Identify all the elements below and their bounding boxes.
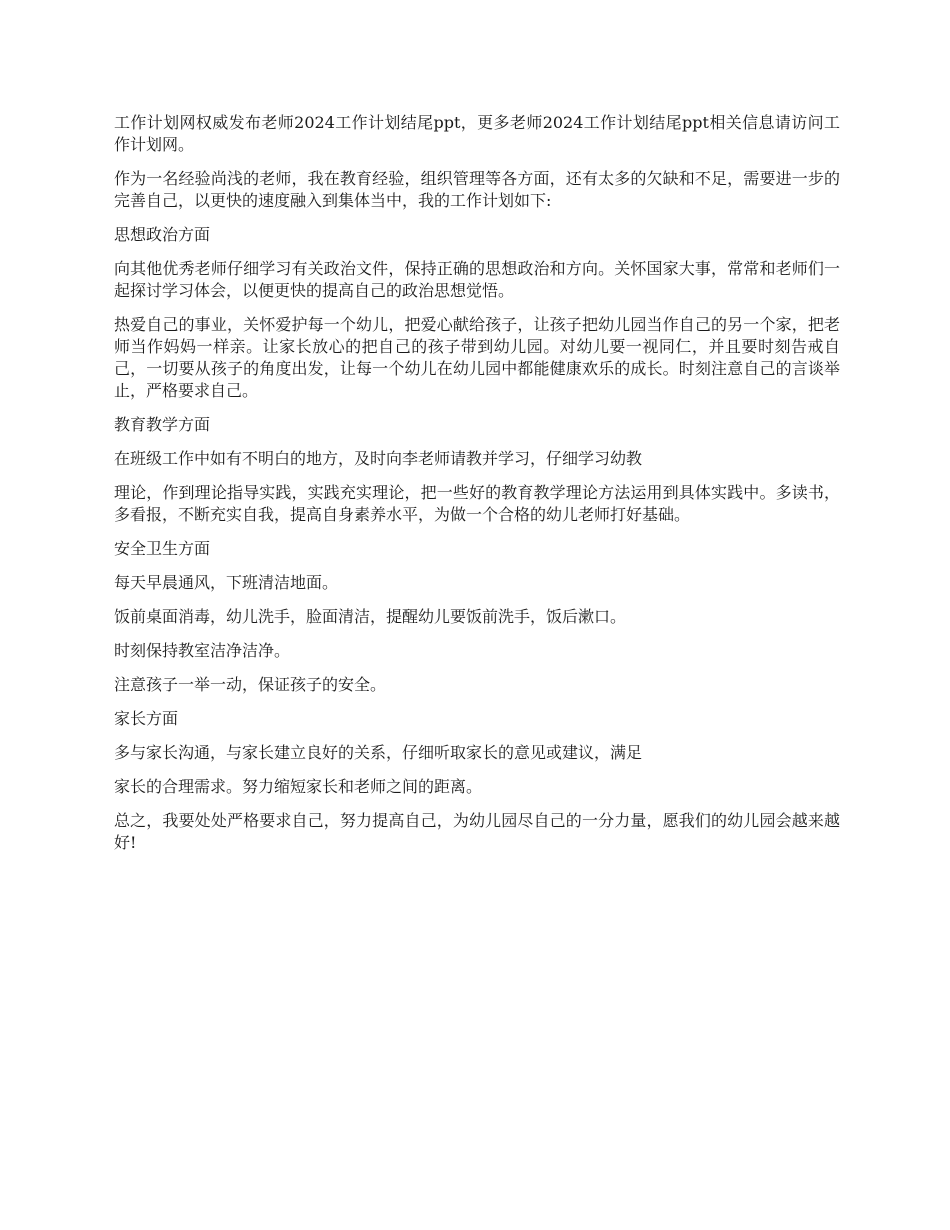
- safety-item-3: 时刻保持教室洁净洁净。: [114, 641, 291, 660]
- section-heading-teaching: 教育教学方面: [114, 415, 211, 434]
- safety-item-1: 每天早晨通风，下班清洁地面。: [114, 573, 339, 592]
- politics-paragraph-1: 向其他优秀老师仔细学习有关政治文件，保持正确的思想政治和方向。关怀国家大事，常常和老师们一起探讨学习体会，以便更快的提高自己的政治思想觉悟。: [114, 259, 840, 300]
- teaching-paragraph-1: 在班级工作中如有不明白的地方，及时向李老师请教并学习，仔细学习幼教: [114, 449, 643, 468]
- conclusion-paragraph: 总之，我要处处严格要求自己，努力提高自己，为幼儿园尽自己的一分力量，愿我们的幼儿园会越来越好!: [114, 811, 840, 852]
- intro-plan-paragraph: 作为一名经验尚浅的老师，我在教育经验，组织管理等各方面，还有太多的欠缺和不足，需要进一步的完善自己，以更快的速度融入到集体当中，我的工作计划如下:: [114, 169, 840, 210]
- intro-paragraph: 工作计划网权威发布老师2024工作计划结尾ppt，更多老师2024工作计划结尾ppt相关信息请访问工作计划网。: [114, 113, 840, 154]
- safety-item-4: 注意孩子一举一动，保证孩子的安全。: [114, 675, 387, 694]
- section-heading-politics: 思想政治方面: [114, 225, 211, 244]
- politics-paragraph-2: 热爱自己的事业，关怀爱护每一个幼儿，把爱心献给孩子，让孩子把幼儿园当作自己的另一个家，把老师当作妈妈一样亲。让家长放心的把自己的孩子带到幼儿园。对幼儿要一视同仁，并且要时刻告戒自己，一切要从孩子的角度出发，让每一个幼儿在幼儿园中都能健康欢乐的成长。时刻注意自己的言谈举止，严格要求自己。: [114, 315, 840, 400]
- teaching-paragraph-2: 理论，作到理论指导实践，实践充实理论，把一些好的教育教学理论方法运用到具体实践中。多读书，多看报，不断充实自我，提高自身素养水平，为做一个合格的幼儿老师打好基础。: [114, 483, 840, 524]
- document-page: [114, 112, 840, 866]
- safety-item-2: 饭前桌面消毒，幼儿洗手，脸面清洁，提醒幼儿要饭前洗手，饭后漱口。: [114, 607, 627, 626]
- parents-paragraph-1: 多与家长沟通，与家长建立良好的关系，仔细听取家长的意见或建议，满足: [114, 743, 643, 762]
- parents-paragraph-2: 家长的合理需求。努力缩短家长和老师之间的距离。: [114, 777, 483, 796]
- section-heading-safety: 安全卫生方面: [114, 539, 211, 558]
- section-heading-parents: 家长方面: [114, 709, 179, 728]
